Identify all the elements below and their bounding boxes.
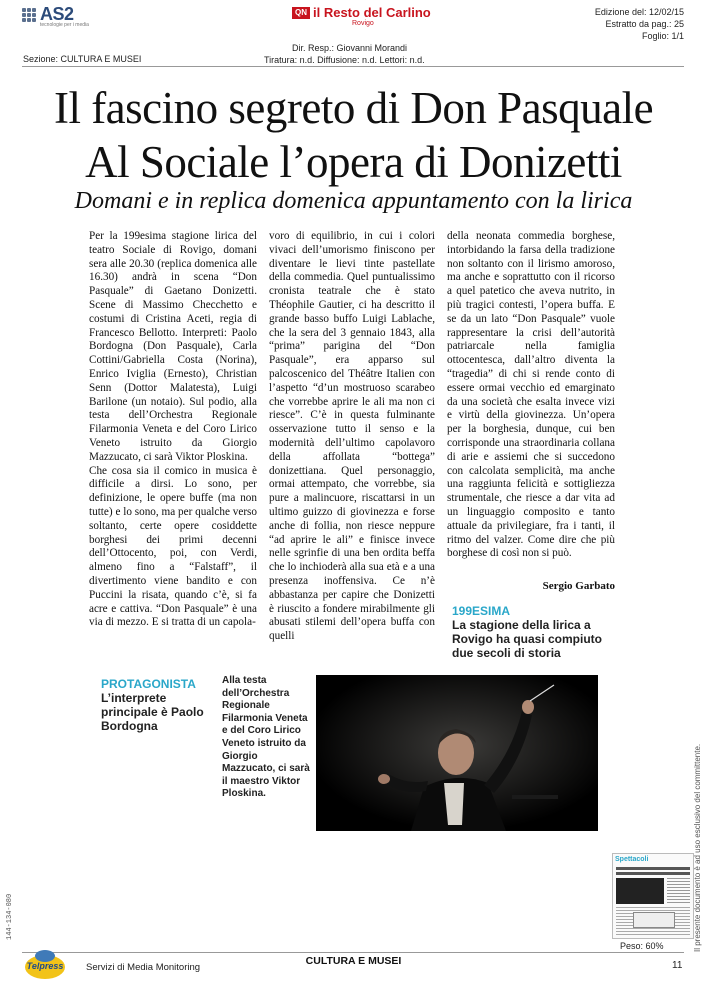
as2-logo-subtitle: tecnologie per i media: [40, 22, 89, 28]
document-code: 144-134-080: [6, 893, 14, 940]
sheet-number: Foglio: 1/1: [641, 31, 684, 41]
weight-label: Peso: 60%: [620, 941, 664, 951]
protagonista-text: L’interprete principale è Paolo Bordogna: [101, 691, 204, 733]
disclaimer-text: Il presente documento è ad uso esclusivo del committente.: [693, 743, 702, 952]
stagione-text: La stagione della lirica a Rovigo ha quasi compiuto due secoli di storia: [452, 618, 603, 660]
article-paragraph: Per la 199esima stagione lirica del teatro Sociale di Rovigo, domani sera alle 20.30 (replica domenica alle 16.30) andrà in scena “Don Pasquale” di Gaetano Donizetti. Scene di Massimo Checchetto e costumi di Cristina Aceti, regia di Francesco Bellotto. Interpreti: Paolo Bordogna (Don Pasquale), Carla Cottini/Gabriella Costa (Norina), Enrico Iviglia (Ernesto), Christian Senn (Dottor Malatesta), Luigi Barilone (un notaio). Sul podio, alla testa dell’Orchestra Regionale Filarmonia Veneta e del Coro Lirico Veneto istruito da Giorgio Mazzucato, ci sarà Viktor Ploskina.: [89, 230, 257, 463]
article-column-3: della neonata commedia borghese, intorbidando la farsa della tradizione non soltanto con il lirismo amoroso, ma anche e soprattutto con il ricorso a quel patetico che aveva nutrito, in più tragici contesti, l’opera buffa. E se da un lato “Don Pasquale” vuole rappresentare la crisi dell’autorità patriarcale nella famiglia ottocentesca, dall’altro diventa la “tragedia” di chi si rende conto di essere ormai vecchio ed emarginato da una società che esalta invece vizi e virtù della giovinezza. Un’opera per la borghesia, dunque, cui ben corrisponde una straordinaria collana di arie e assiemi che si succedono con calcolata semplicità, ma anche una raggiunta felicità e sottigliezza strumentale, che riesce a dar vita ad un linguaggio composito e tanto attuale da privilegiare, fra i tanti, il ritmo del valzer. Come dire che più borghese di così non si può.: [447, 230, 615, 560]
qn-badge: QN: [292, 7, 310, 19]
headline-line-2: Al Sociale l’opera di Donizetti: [85, 137, 622, 187]
stagione-kicker: 199ESIMA: [452, 604, 511, 618]
thumbnail-headline: [616, 867, 690, 870]
article-paragraph: Che cosa sia il comico in musica è difficile a dirsi. Lo sono, per definizione, le opere buffe (ma non tutte) e lo sono, ma per qualche verso soltanto, certe opere cosiddette borghesi dei primi decenni dell’Ottocento, poi, con Verdi, almeno fino a “Falstaff”, il divertimento viene bandito e con Puccini la risata, quando c’è, si fa acre e cattiva. “Don Pasquale” è una via di mezzo. E si tratta di un capola-: [89, 464, 257, 629]
footer-divider: [22, 952, 684, 953]
newspaper-name: il Resto del Carlino: [313, 5, 431, 20]
telpress-logo-text: Telpress: [26, 961, 64, 971]
article-column-1: [89, 230, 257, 630]
page-thumbnail: [612, 853, 694, 939]
thumbnail-masthead: Spettacoli: [615, 856, 649, 863]
footer-section: CULTURA E MUSEI: [305, 955, 402, 967]
thumbnail-text: [667, 878, 690, 904]
photo-caption: Alla testa dell’Orchestra Regionale Filarmonia Veneta e del Coro Lirico Veneto istruito da Giorgio Mazzucato, ci sarà il maestro Viktor Ploskina.: [222, 675, 310, 800]
headline-line-1: Il fascino segreto di Don Pasquale: [53, 83, 654, 133]
as2-dots-icon: [22, 8, 36, 22]
edition-date: Edizione del: 12/02/15: [594, 7, 684, 17]
as2-logo-text: AS2: [40, 4, 74, 24]
thumbnail-highlight: [633, 912, 675, 928]
conductor-photo: [316, 675, 598, 831]
as2-logo: [22, 4, 94, 30]
director-label: Dir. Resp.: Giovanni Morandi: [292, 43, 408, 53]
article-column-2: voro di equilibrio, in cui i colori vivaci dell’umorismo finiscono per diventare le lievi tinte pastellate della commedia. Quel puntualissimo cronista teatrale che è stato Théophile Gautier, ci ha descritto il grande basso buffo Luigi Lablache, che la sera del 3 gennaio 1843, alla “prima” parigina del “Don Pasquale”, era apparso sul palcoscenico del Théâtre Italien con l’aspetto “d’un mostruoso scarabeo che vorrebbe aprire le ali ma non ci riesce”. C’è in questa fulminante osservazione tutto il senso e la modernità dell’ultimo capolavoro della affollata “bottega” donizettiana. Quel personaggio, ormai attempato, che vorrebbe, sia pure a malincuore, riscattarsi in un ultimo guizzo di giovinezza e forse anche di follia, non riesce neppure “ad aprire le ali” e finisce invece nelle sgrinfie di una ben ordita beffa che lo inchioderà alla sua età e a una presenza inoffensiva. Ce n’è abbastanza per capire che Donizetti è riuscito a fondere mirabilmente gli abusati stilemi dell’opera buffa con quelli: [269, 230, 435, 643]
protagonista-kicker: PROTAGONISTA: [101, 677, 196, 691]
service-label: Servizi di Media Monitoring: [86, 962, 201, 973]
newspaper-city: Rovigo: [352, 20, 374, 27]
section-label: Sezione: CULTURA E MUSEI: [23, 54, 142, 64]
circulation-label: Tiratura: n.d. Diffusione: n.d. Lettori: n.d.: [264, 55, 425, 65]
byline: Sergio Garbato: [542, 580, 615, 592]
page-number: 11: [672, 960, 683, 971]
extract-page: Estratto da pag.: 25: [605, 19, 684, 29]
header-divider: [22, 66, 684, 67]
thumbnail-photo: [616, 878, 664, 904]
subheadline: Domani e in replica domenica appuntamento con la lirica: [74, 188, 633, 214]
newspaper-logo: [292, 5, 432, 33]
thumbnail-headline: [616, 872, 690, 875]
